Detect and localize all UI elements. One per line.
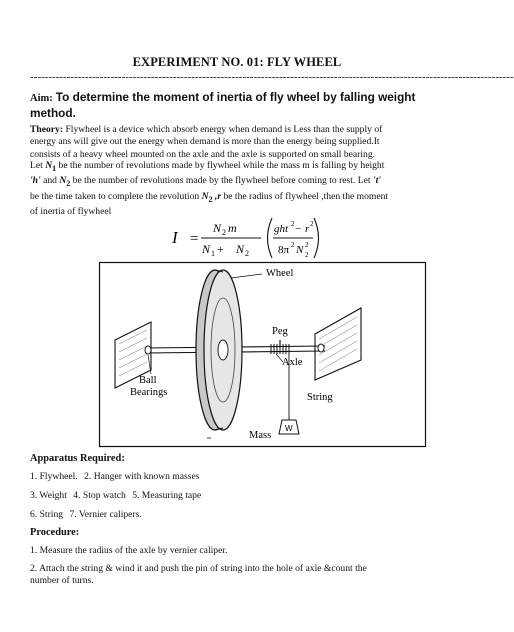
- formula-num-sub: 2: [222, 228, 226, 237]
- formula-den-sub1: 1: [211, 249, 215, 258]
- label-peg: Peg: [272, 326, 288, 337]
- def-n2-sub: 2: [66, 179, 71, 189]
- procedure-step-2-line-1: 2. Attach the string & wind it and push the pin of string into the hole of axle &count the: [30, 563, 367, 574]
- def-n1: N: [45, 160, 53, 171]
- formula-inner-sup1: 2: [291, 220, 295, 228]
- formula-den-plus: +: [217, 242, 224, 256]
- def-h: 'h': [30, 175, 41, 187]
- formula-right-paren: [314, 218, 319, 258]
- procedure-step-1: 1. Measure the radius of the axle by vernier caliper.: [30, 545, 228, 556]
- apparatus-item: 1. Flywheel.: [30, 471, 78, 482]
- formula-num-n: N: [213, 221, 222, 235]
- aim-section: [30, 90, 444, 121]
- apparatus-item: 5. Measuring tape: [132, 490, 202, 501]
- formula-inner-8pi: 8π: [278, 244, 290, 256]
- ball-bearing-left: [145, 346, 151, 354]
- formula-equals: =: [190, 231, 199, 247]
- apparatus-row-3: [30, 509, 146, 521]
- formula-inner-sup2: 2: [310, 220, 314, 228]
- formula-inner-n: N: [296, 244, 304, 256]
- def-text: be the radius of flywheel ,then the moment: [221, 190, 389, 202]
- formula-den-n2: N: [236, 242, 245, 256]
- procedure-step-2-line-2: number of turns.: [30, 575, 94, 586]
- theory-paragraph: [30, 124, 446, 161]
- def-n1-sub: 1: [52, 163, 57, 173]
- formula-inner-sup4: 2: [305, 241, 309, 249]
- formula-num-m: m: [228, 221, 237, 235]
- experiment-title: EXPERIMENT NO. 01: FLY WHEEL: [132, 55, 342, 69]
- theory-line-3: consists of a heavy wheel mounted on the axle and the axle is supported on small bearing.: [30, 148, 376, 160]
- theory-label: Theory:: [30, 124, 64, 135]
- theory-line-2: energy ans will give out the energy when demand is more than the energy being supplied.It: [30, 136, 380, 148]
- apparatus-item: 3. Weight: [30, 490, 67, 501]
- formula-inner-sub4: 2: [305, 251, 309, 259]
- formula-inner-sup3: 2: [291, 241, 295, 249]
- def-t: 't': [372, 175, 381, 187]
- apparatus-item: 4. Stop watch: [73, 490, 126, 501]
- label-ball: Ball: [139, 375, 157, 386]
- apparatus-heading: Apparatus Required:: [30, 453, 125, 464]
- label-bearings: Bearings: [130, 387, 168, 398]
- apparatus-row-1: [30, 471, 203, 483]
- aim-label: Aim:: [30, 93, 53, 104]
- dashed-separator: ------------------------------------------------------------------------------------------------------------------------------------: [30, 71, 514, 83]
- def-text: Let: [30, 160, 46, 171]
- moment-of-inertia-formula: [0, 210, 474, 264]
- def-n2: N: [59, 175, 67, 187]
- flywheel-diagram: [99, 262, 426, 447]
- def-text: be the number of revolutions made by flywheel while the mass m is falling by height: [56, 160, 385, 171]
- procedure-heading: Procedure:: [30, 527, 80, 538]
- label-axle: Axle: [282, 357, 303, 368]
- label-wheel: Wheel: [266, 268, 294, 279]
- def-r: ,r: [212, 190, 222, 202]
- formula-inner-minus: −: [295, 223, 302, 235]
- wheel-hub: [218, 340, 228, 360]
- ball-bearing-right: [318, 344, 324, 352]
- def-n2b-sub: 2: [208, 194, 213, 204]
- apparatus-row-2: [30, 490, 205, 502]
- formula-left-paren: [268, 218, 273, 258]
- theory-line-1: Flywheel is a device which absorb energy when demand is Less than the supply of: [65, 124, 383, 135]
- def-text: of inertia of flywheel: [30, 205, 112, 217]
- apparatus-item: 7. Vernier calipers.: [69, 509, 142, 520]
- aim-text: To determine the moment of inertia of fly wheel by falling weight method.: [30, 90, 416, 120]
- def-text: be the time taken to complete the revolution: [30, 190, 202, 202]
- apparatus-item: 6. String: [30, 509, 64, 520]
- mass-w-label: W: [285, 424, 293, 433]
- label-mass: Mass: [249, 430, 272, 441]
- formula-inner-r: r: [305, 223, 310, 235]
- formula-inner-ght: ght: [274, 223, 289, 235]
- procedure-step-2: [30, 563, 371, 587]
- formula-den-n1: N: [202, 242, 211, 256]
- def-n2b: N: [201, 190, 209, 202]
- formula-den-sub2: 2: [245, 249, 249, 258]
- def-text: be the number of revolutions made by the flywheel before coming to rest. Let: [70, 175, 373, 187]
- label-string: String: [307, 392, 333, 403]
- def-text: and: [40, 175, 60, 187]
- formula-lhs: I: [172, 228, 178, 247]
- apparatus-item: 2. Hanger with known masses: [84, 471, 200, 482]
